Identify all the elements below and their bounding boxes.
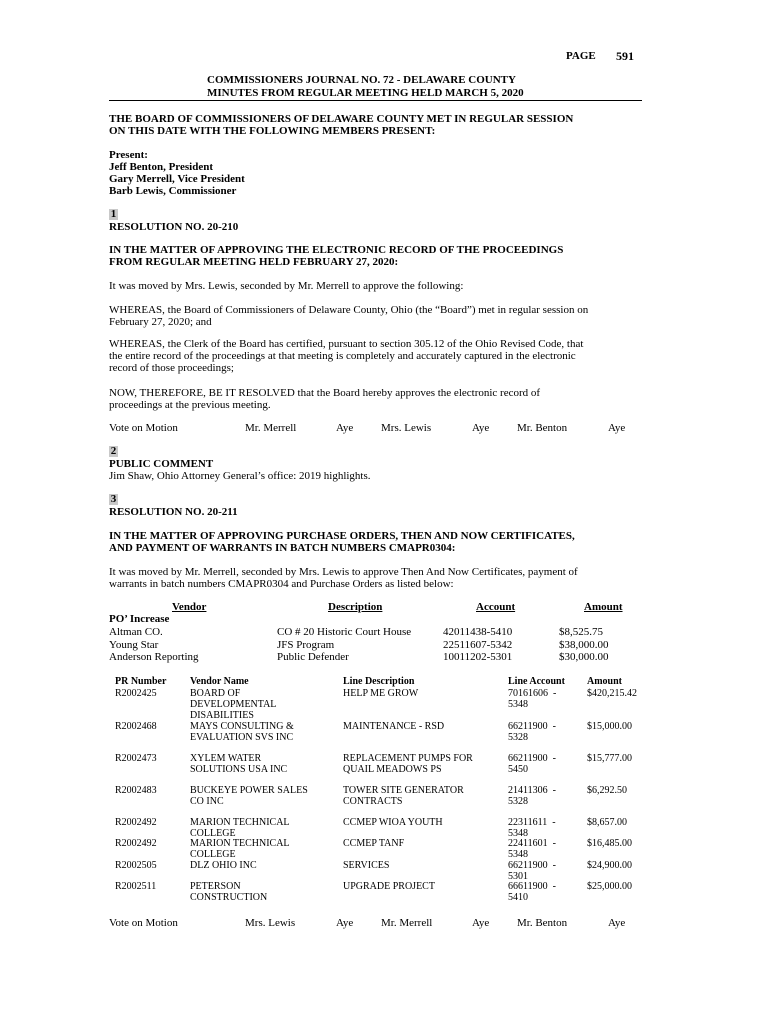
po-amount: $38,000.00 xyxy=(559,639,609,651)
item-number-1: 1 xyxy=(110,208,117,220)
pr-amount: $24,900.00 xyxy=(587,860,632,871)
pr-number: R2002492 xyxy=(115,838,157,849)
item1-whereas1-l2: February 27, 2020; and xyxy=(109,316,212,328)
present-label: Present: xyxy=(109,149,148,161)
po-header-description: Description xyxy=(328,601,383,613)
pr-vendor: DISABILITIES xyxy=(190,710,254,721)
public-comment-title: PUBLIC COMMENT xyxy=(109,458,214,470)
public-comment-text: Jim Shaw, Ohio Attorney General’s office: 2019 highlights. xyxy=(109,470,371,482)
pr-number: R2002511 xyxy=(115,881,157,892)
pr-vendor: PETERSON xyxy=(190,881,241,892)
member-2: Gary Merrell, Vice President xyxy=(109,173,245,185)
pr-header-desc: Line Description xyxy=(343,676,415,687)
member-3: Barb Lewis, Commissioner xyxy=(109,185,237,197)
item1-whereas2-l2: the entire record of the proceedings at that meeting is completely and accurately captured in the electronic xyxy=(109,350,576,362)
intro-line-2: ON THIS DATE WITH THE FOLLOWING MEMBERS PRESENT: xyxy=(109,125,436,137)
pr-account: 5348 xyxy=(508,828,528,839)
voter-3: Mr. Benton xyxy=(517,422,568,434)
po-header-amount: Amount xyxy=(584,601,623,613)
pr-desc: CCMEP WIOA YOUTH xyxy=(343,817,443,828)
pr-vendor: MAYS CONSULTING & xyxy=(190,721,294,732)
pr-vendor: BOARD OF xyxy=(190,688,241,699)
pr-vendor: CONSTRUCTION xyxy=(190,892,268,903)
pr-vendor: COLLEGE xyxy=(190,849,236,860)
po-description: CO # 20 Historic Court House xyxy=(277,626,412,638)
po-amount: $30,000.00 xyxy=(559,651,609,663)
pr-account: 22311611 - xyxy=(508,817,556,828)
pr-account: 5348 xyxy=(508,849,528,860)
pr-account: 66211900 - xyxy=(508,721,556,732)
po-vendor: Anderson Reporting xyxy=(109,651,199,663)
item3-moved-2: warrants in batch numbers CMAPR0304 and Purchase Orders as listed below: xyxy=(109,578,454,590)
item3-title-1: IN THE MATTER OF APPROVING PURCHASE ORDERS, THEN AND NOW CERTIFICATES, xyxy=(109,530,575,542)
po-header-account: Account xyxy=(476,601,516,613)
voter-2: Mrs. Lewis xyxy=(381,422,432,434)
member-1: Jeff Benton, President xyxy=(109,161,213,173)
resolution-20-211: RESOLUTION NO. 20-211 xyxy=(109,506,238,518)
pr-vendor: MARION TECHNICAL xyxy=(190,817,290,828)
item3-title-2: AND PAYMENT OF WARRANTS IN BATCH NUMBERS CMAPR0304: xyxy=(109,542,456,554)
pr-desc: QUAIL MEADOWS PS xyxy=(343,764,442,775)
pr-amount: $8,657.00 xyxy=(587,817,627,828)
pr-vendor: COLLEGE xyxy=(190,828,236,839)
journal-title: COMMISSIONERS JOURNAL NO. 72 - DELAWARE COUNTY xyxy=(207,74,516,86)
vote-label: Vote on Motion xyxy=(109,917,178,929)
pr-desc: SERVICES xyxy=(343,860,390,871)
pr-amount: $420,215.42 xyxy=(587,688,637,699)
pr-account: 70161606 - xyxy=(508,688,557,699)
pr-desc: TOWER SITE GENERATOR xyxy=(343,785,464,796)
vote-2: Aye xyxy=(472,917,490,929)
pr-desc: CCMEP TANF xyxy=(343,838,405,849)
item3-moved-1: It was moved by Mr. Merrell, seconded by Mrs. Lewis to approve Then And Now Certificates, payment of xyxy=(109,566,578,578)
intro-line-1: THE BOARD OF COMMISSIONERS OF DELAWARE COUNTY MET IN REGULAR SESSION xyxy=(109,113,574,125)
voter-1: Mrs. Lewis xyxy=(245,917,296,929)
item-number-3: 3 xyxy=(110,493,117,505)
pr-vendor: EVALUATION SVS INC xyxy=(190,732,294,743)
pr-header-account: Line Account xyxy=(508,676,565,687)
pr-account: 5328 xyxy=(508,732,528,743)
vote-1: Aye xyxy=(336,917,354,929)
po-vendor: Altman CO. xyxy=(109,626,163,638)
page-label: PAGE xyxy=(566,50,596,62)
pr-vendor: BUCKEYE POWER SALES xyxy=(190,785,308,796)
resolution-20-210: RESOLUTION NO. 20-210 xyxy=(109,221,239,233)
pr-account: 22411601 - xyxy=(508,838,556,849)
vote-1: Aye xyxy=(336,422,354,434)
pr-account: 66611900 - xyxy=(508,881,556,892)
pr-account: 5348 xyxy=(508,699,528,710)
po-vendor: Young Star xyxy=(109,639,159,651)
voter-3: Mr. Benton xyxy=(517,917,568,929)
pr-account: 5328 xyxy=(508,796,528,807)
pr-number: R2002473 xyxy=(115,753,157,764)
vote-3: Aye xyxy=(608,917,626,929)
item1-title-2: FROM REGULAR MEETING HELD FEBRUARY 27, 2020: xyxy=(109,256,399,268)
pr-header-number: PR Number xyxy=(115,676,167,687)
pr-desc: UPGRADE PROJECT xyxy=(343,881,435,892)
po-amount: $8,525.75 xyxy=(559,626,603,638)
pr-amount: $15,000.00 xyxy=(587,721,632,732)
pr-vendor: CO INC xyxy=(190,796,224,807)
pr-number: R2002492 xyxy=(115,817,157,828)
vote-3: Aye xyxy=(608,422,626,434)
po-increase-label: PO’ Increase xyxy=(109,613,170,625)
pr-desc: HELP ME GROW xyxy=(343,688,419,699)
pr-number: R2002505 xyxy=(115,860,157,871)
pr-header-vendor: Vendor Name xyxy=(190,676,249,687)
pr-number: R2002483 xyxy=(115,785,157,796)
pr-vendor: SOLUTIONS USA INC xyxy=(190,764,288,775)
pr-vendor: DEVELOPMENTAL xyxy=(190,699,277,710)
pr-number: R2002468 xyxy=(115,721,157,732)
item1-whereas2-l1: WHEREAS, the Clerk of the Board has certified, pursuant to section 305.12 of the Ohio Revised Code, that xyxy=(109,338,584,350)
pr-number: R2002425 xyxy=(115,688,157,699)
pr-amount: $16,485.00 xyxy=(587,838,632,849)
item1-whereas2-l3: record of those proceedings; xyxy=(109,362,234,374)
pr-amount: $15,777.00 xyxy=(587,753,632,764)
voter-2: Mr. Merrell xyxy=(381,917,433,929)
pr-vendor: XYLEM WATER xyxy=(190,753,262,764)
pr-desc: REPLACEMENT PUMPS FOR xyxy=(343,753,473,764)
pr-header-amount: Amount xyxy=(587,676,623,687)
pr-account: 21411306 - xyxy=(508,785,556,796)
page-number: 591 xyxy=(616,49,634,63)
po-description: Public Defender xyxy=(277,651,349,663)
pr-account: 66211900 - xyxy=(508,860,556,871)
item1-moved: It was moved by Mrs. Lewis, seconded by Mr. Merrell to approve the following: xyxy=(109,280,464,292)
item-number-2: 2 xyxy=(110,445,117,457)
po-description: JFS Program xyxy=(277,639,335,651)
vote-2: Aye xyxy=(472,422,490,434)
po-header-vendor: Vendor xyxy=(172,601,207,613)
po-account: 22511607-5342 xyxy=(443,639,513,651)
po-account: 42011438-5410 xyxy=(443,626,513,638)
pr-account: 66211900 - xyxy=(508,753,556,764)
pr-account: 5410 xyxy=(508,892,528,903)
pr-amount: $6,292.50 xyxy=(587,785,627,796)
vote-label: Vote on Motion xyxy=(109,422,178,434)
item1-now-l1: NOW, THEREFORE, BE IT RESOLVED that the Board hereby approves the electronic record of xyxy=(109,387,541,399)
header-rule xyxy=(109,100,642,101)
pr-account: 5450 xyxy=(508,764,528,775)
pr-desc: MAINTENANCE - RSD xyxy=(343,721,445,732)
pr-amount: $25,000.00 xyxy=(587,881,632,892)
pr-desc: CONTRACTS xyxy=(343,796,403,807)
voter-1: Mr. Merrell xyxy=(245,422,297,434)
minutes-title: MINUTES FROM REGULAR MEETING HELD MARCH 5, 2020 xyxy=(207,87,524,99)
pr-vendor: DLZ OHIO INC xyxy=(190,860,257,871)
item1-now-l2: proceedings at the previous meeting. xyxy=(109,399,271,411)
pr-account: 5301 xyxy=(508,871,528,882)
po-account: 10011202-5301 xyxy=(443,651,513,663)
item1-title-1: IN THE MATTER OF APPROVING THE ELECTRONIC RECORD OF THE PROCEEDINGS xyxy=(109,244,564,256)
pr-vendor: MARION TECHNICAL xyxy=(190,838,290,849)
item1-whereas1-l1: WHEREAS, the Board of Commissioners of Delaware County, Ohio (the “Board”) met in regular session on xyxy=(109,304,589,316)
